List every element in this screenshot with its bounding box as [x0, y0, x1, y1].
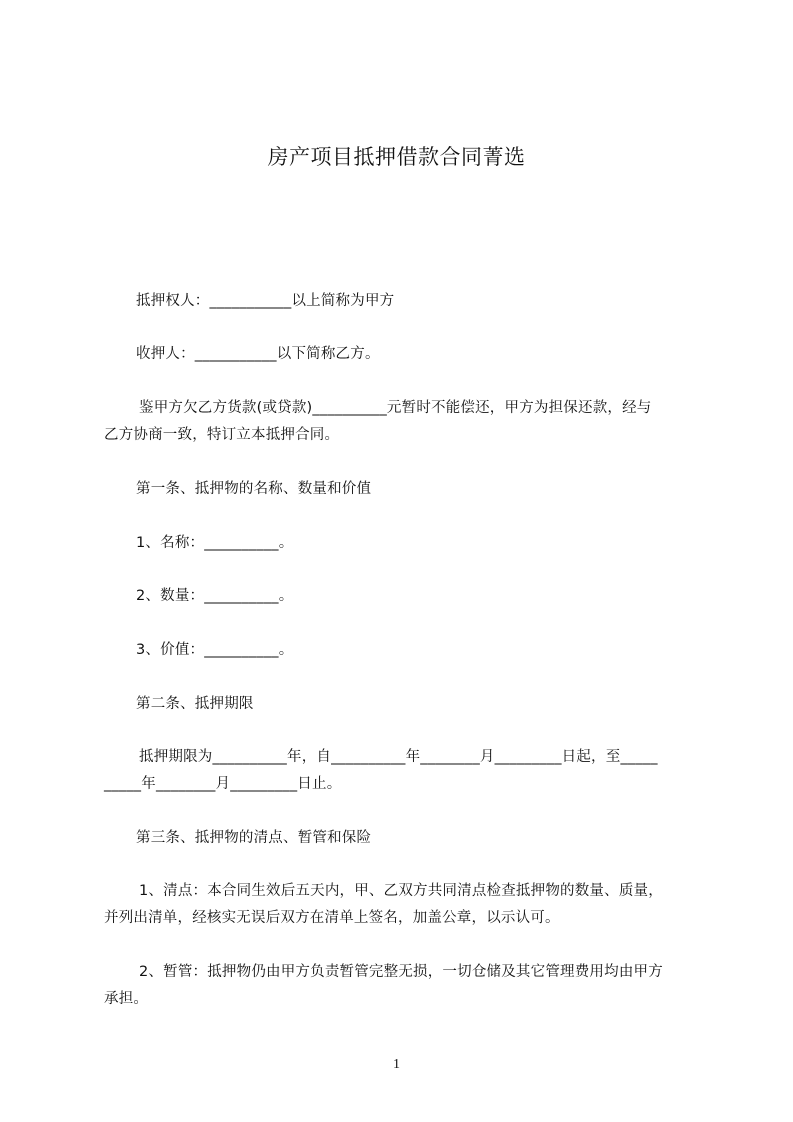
article1-item-name: 1、名称：__________。 — [136, 535, 294, 551]
page-number: 1 — [393, 1057, 400, 1072]
article1-item-value: 3、价值：__________。 — [136, 642, 294, 658]
article3-clause1-line-1: 1、清点：本合同生效后五天内，甲、乙双方共同清点检查抵押物的数量、质量， — [139, 883, 663, 899]
document-title: 房产项目抵押借款合同菁选 — [267, 145, 526, 169]
article2-heading: 第二条、抵押期限 — [136, 696, 254, 712]
preamble-line-1: 鉴甲方欠乙方货款(或贷款)__________元暂时不能偿还，甲方为担保还款，经与 — [139, 400, 652, 416]
mortgagor-line: 收押人：___________以下简称乙方。 — [136, 346, 380, 362]
article3-clause2-line-1: 2、暂管：抵押物仍由甲方负责暂管完整无损，一切仓储及其它管理费用均由甲方 — [139, 964, 663, 980]
preamble-line-2: 乙方协商一致，特订立本抵押合同。 — [104, 427, 340, 443]
article2-line-2: _____年________月_________日止。 — [104, 776, 342, 792]
article3-clause2-line-2: 承担。 — [104, 991, 149, 1007]
mortgagee-line: 抵押权人：___________以上简称为甲方 — [136, 293, 395, 309]
article1-heading: 第一条、抵押物的名称、数量和价值 — [136, 481, 372, 497]
article3-heading: 第三条、抵押物的清点、暂管和保险 — [136, 830, 372, 846]
article1-item-quantity: 2、数量：__________。 — [136, 588, 294, 604]
article3-clause1-line-2: 并列出清单，经核实无误后双方在清单上签名，加盖公章，以示认可。 — [104, 910, 560, 926]
article2-line-1: 抵押期限为__________年，自__________年________月_________日起，至_____ — [139, 749, 658, 765]
